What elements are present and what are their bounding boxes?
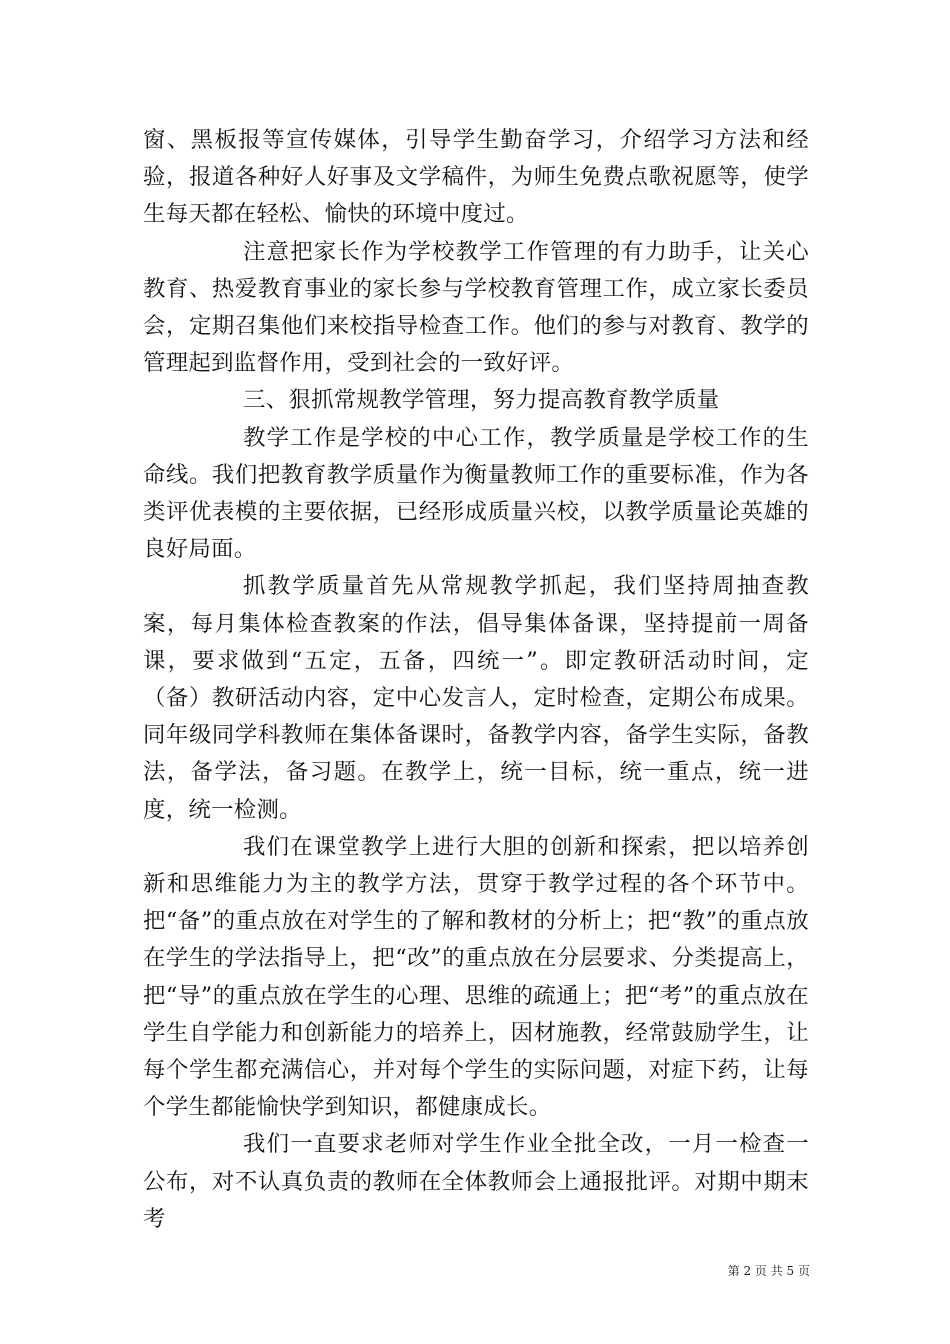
paragraph-5: 抓教学质量首先从常规教学抓起，我们坚持周抽查教案，每月集体检查教案的作法，倡导集体备课，坚持提前一周备课，要求做到“五定，五备，四统一”。即定教研活动时间，定（备）教研活动内容，定中心发言人，定时检查，定期公布成果。同年级同学科教师在集体备课时，备教学内容，备学生实际，备教法，备学法，备习题。在教学上，统一目标，统一重点，统一进度，统一检测。 [143, 573, 809, 823]
section-heading: 三、狠抓常规教学管理，努力提高教育教学质量 [243, 387, 720, 414]
paragraph-6: 我们在课堂教学上进行大胆的创新和探索，把以培养创新和思维能力为主的教学方法，贯穿于教学过程的各个环节中。把“备”的重点放在对学生的了解和教材的分析上；把“教”的重点放在学生的学法指导上，把“改”的重点放在分层要求、分类提高上，把“导”的重点放在学生的心理、思维的疏通上；把“考”的重点放在学生自学能力和创新能力的培养上，因材施教，经常鼓励学生，让每个学生都充满信心，并对每个学生的实际问题，对症下药，让每个学生都能愉快学到知识，都健康成长。 [143, 833, 809, 1121]
paragraph-7: 我们一直要求老师对学生作业全批全改，一月一检查一公布，对不认真负责的教师在全体教师会上通报批评。对期中期末考 [143, 1131, 809, 1232]
paragraph-4: 教学工作是学校的中心工作，教学质量是学校工作的生命线。我们把教育教学质量作为衡量教师工作的重要标准，作为各类评优表模的主要依据，已经形成质量兴校，以教学质量论英雄的良好局面。 [143, 424, 809, 563]
document-body [143, 122, 809, 1238]
paragraph-2: 注意把家长作为学校教学工作管理的有力助手，让关心教育、热爱教育事业的家长参与学校教育管理工作，成立家长委员会，定期召集他们来校指导检查工作。他们的参与对教育、教学的管理起到监督作用，受到社会的一致好评。 [143, 238, 809, 377]
page-number-footer: 第 2 页 共 5 页 [727, 1264, 810, 1278]
paragraph-1: 窗、黑板报等宣传媒体，引导学生勤奋学习，介绍学习方法和经验，报道各种好人好事及文学稿件，为师生免费点歌祝愿等，使学生每天都在轻松、愉快的环境中度过。 [143, 127, 809, 228]
